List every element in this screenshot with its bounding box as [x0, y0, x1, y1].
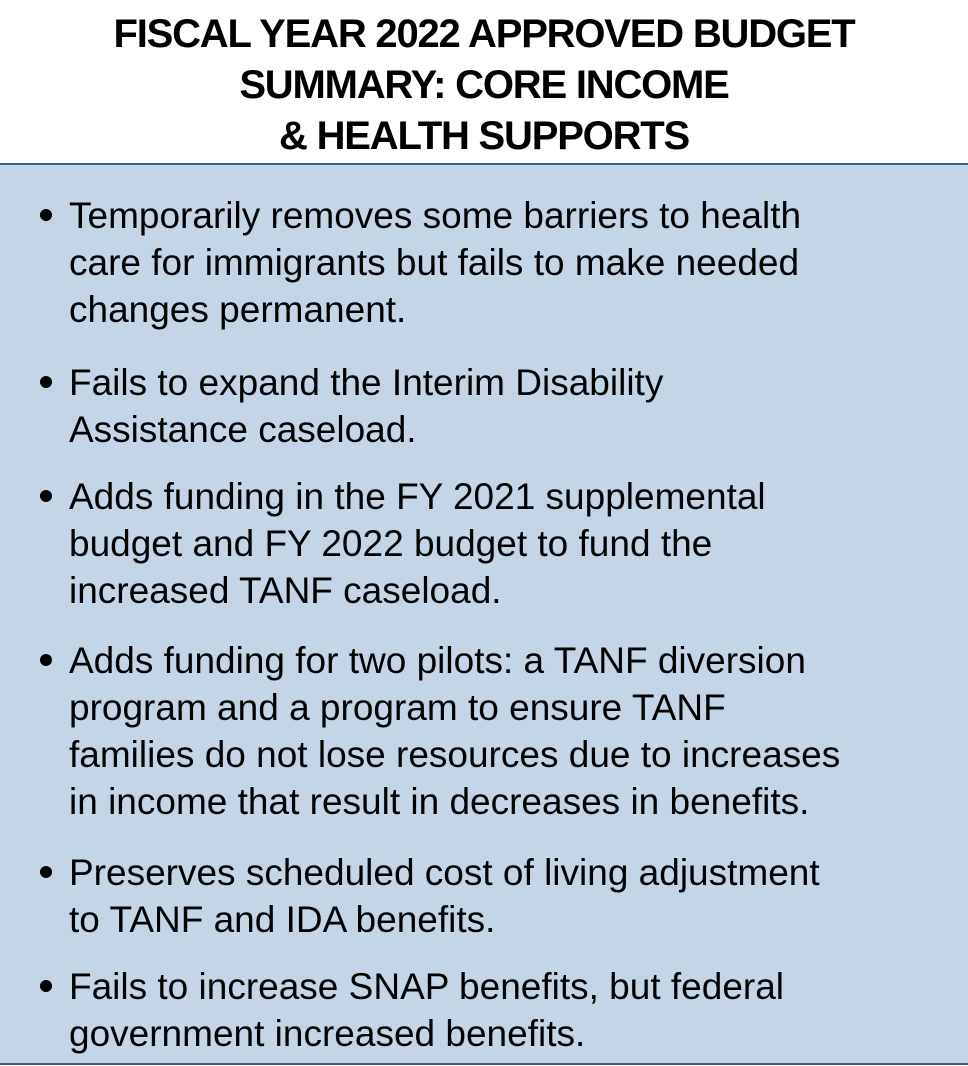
summary-header — [0, 0, 968, 163]
bullet-text-line: in income that result in decreases in benefits. — [69, 781, 810, 822]
bullet-text-line: changes permanent. — [69, 289, 407, 330]
summary-title-line-2: SUMMARY: CORE INCOME — [239, 63, 729, 107]
bullet-icon — [40, 376, 52, 388]
bullet-icon — [40, 866, 52, 878]
summary-title-line-1: FISCAL YEAR 2022 APPROVED BUDGET — [113, 12, 855, 56]
bullet-text-line: Temporarily removes some barriers to health — [69, 195, 802, 236]
bullet-icon — [40, 209, 52, 221]
bullet-text-line: increased TANF caseload. — [69, 570, 502, 611]
bullet-text-line: budget and FY 2022 budget to fund the — [69, 523, 713, 564]
summary-bullet-panel — [0, 165, 968, 1063]
bullet-text-line: Assistance caseload. — [69, 409, 417, 450]
panel-bottom-divider — [0, 1063, 968, 1065]
bullet-text-line: Preserves scheduled cost of living adjustment — [69, 852, 820, 893]
bullet-text-line: care for immigrants but fails to make needed — [69, 242, 800, 283]
bullet-icon — [40, 654, 52, 666]
bullet-text-line: Adds funding in the FY 2021 supplemental — [69, 476, 766, 517]
bullet-text-line: Adds funding for two pilots: a TANF diversion — [69, 640, 806, 681]
bullet-text-line: families do not lose resources due to increases — [69, 734, 841, 775]
bullet-text-line: Fails to increase SNAP benefits, but federal — [69, 966, 785, 1007]
bullet-text-line: to TANF and IDA benefits. — [69, 899, 496, 940]
bullet-text-line: government increased benefits. — [69, 1013, 586, 1054]
bullet-text-line: program and a program to ensure TANF — [69, 687, 726, 728]
bullet-icon — [40, 980, 52, 992]
bullet-icon — [40, 490, 52, 502]
summary-title-line-3: & HEALTH SUPPORTS — [279, 114, 689, 158]
bullet-text-line: Fails to expand the Interim Disability — [69, 362, 664, 403]
